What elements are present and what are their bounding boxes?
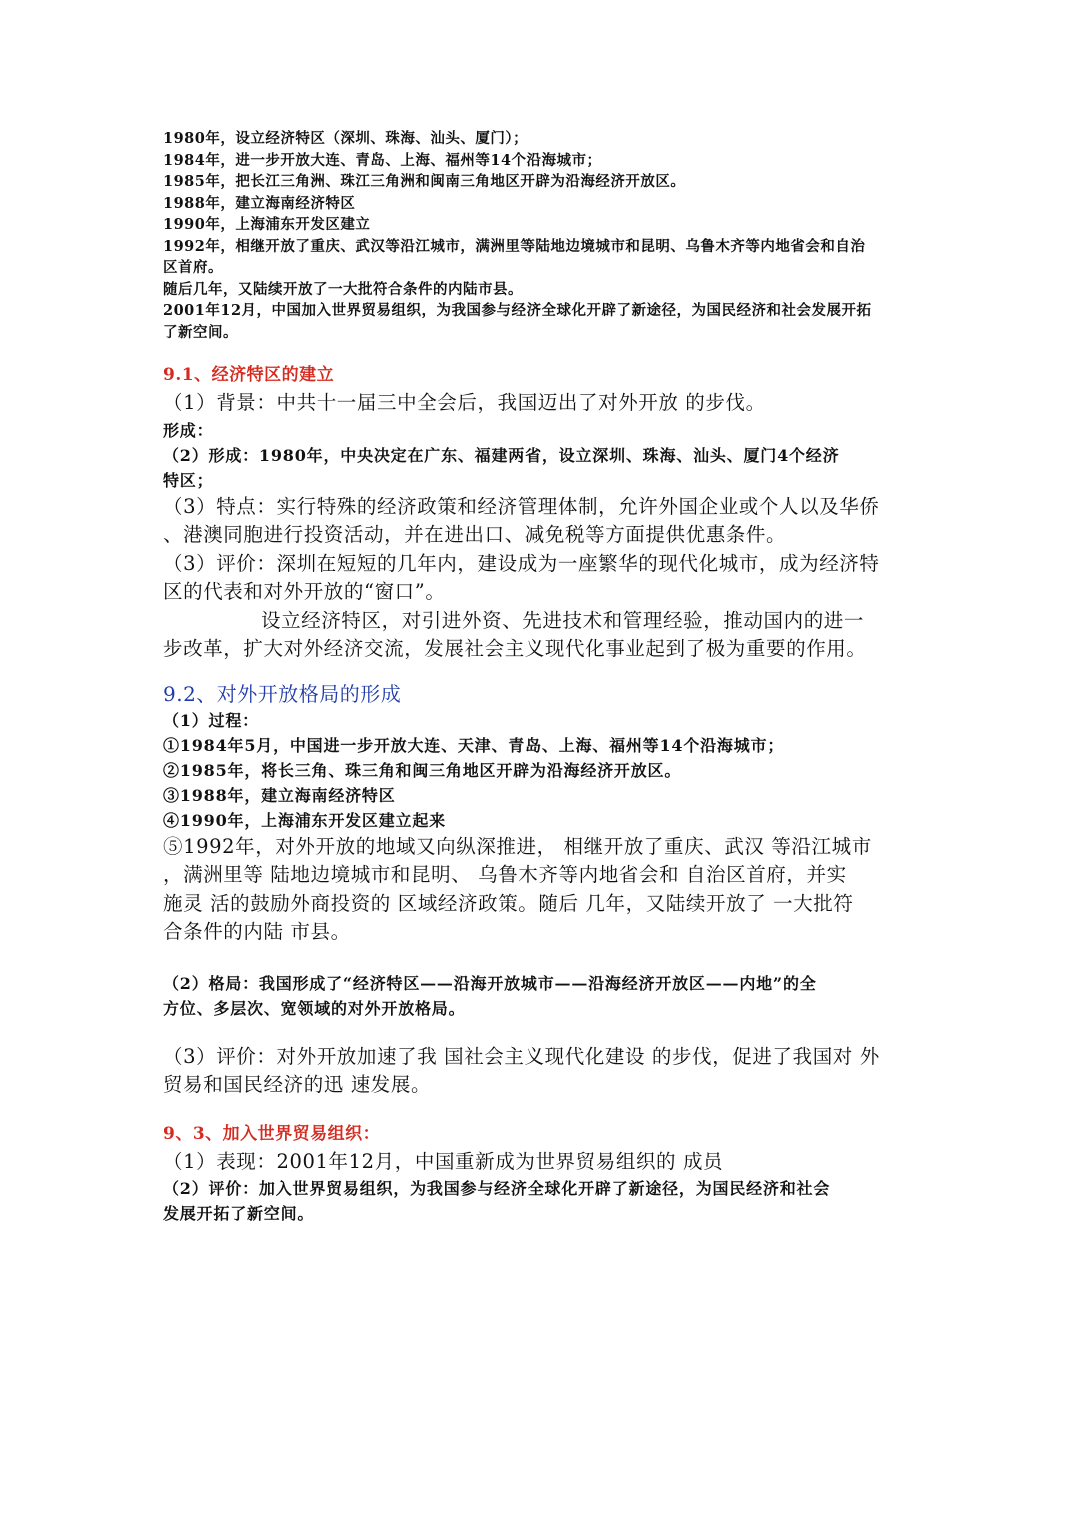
timeline-line: 1984年，进一步开放大连、青岛、上海、福州等14个沿海城市； [163,151,602,169]
features-text: （3）特点：实行特殊的经济政策和经济管理体制，允许外国企业或个人以及华侨 [163,494,880,518]
section-heading: 9、3、加入世界贸易组织： [163,1123,381,1144]
section-special-zones [163,361,923,664]
process-item: ②1985年，将长三角、珠三角和闽三角地区开辟为沿海经济开放区。 [163,760,682,780]
significance-text: 设立经济特区，对引进外资、先进技术和管理经验，推动国内的进一 [261,608,865,632]
section-wto [163,1120,923,1227]
evaluation-text: 发展开拓了新空间。 [163,1204,315,1223]
evaluation-text: （3）评价：对外开放加速了我 国社会主义现代化建设 的步伐，促进了我国对 外 [163,1044,880,1068]
formation-label: 形成： [163,420,214,440]
pattern-text: （2）格局：我国形成了“经济特区——沿海开放城市——沿海经济开放区——内地”的全 [163,973,817,993]
timeline-line: 1980年，设立经济特区（深圳、珠海、汕头、厦门）； [163,130,529,147]
evaluation-text: （3）评价：深圳在短短的几年内，建设成为一座繁华的现代化城市，成为经济特 [163,551,880,575]
timeline-line: 区首府。 [163,259,223,276]
timeline-line: 随后几年，又陆续开放了一大批符合条件的内陆市县。 [163,280,523,298]
process-item: ③1988年，建立海南经济特区 [163,785,396,805]
evaluation-text: 贸易和国民经济的迅 速发展。 [163,1073,432,1096]
section-heading: 9.2、对外开放格局的形成 [163,681,402,706]
document-page [163,128,923,1226]
formation-text: （2）形成：1980年，中央决定在广东、福建两省，设立深圳、珠海、汕头、厦门4个经济 [163,445,840,465]
process-item: ，满洲里等 陆地边境城市和昆明、 乌鲁木齐等内地省会和 自治区首府，并实 [163,863,847,886]
process-item: ①1984年5月，中国进一步开放大连、天津、青岛、上海、福州等14个沿海城市； [163,735,785,755]
timeline-line: 1990年，上海浦东开发区建立 [163,216,371,233]
timeline-block [163,128,923,343]
section-heading: 9.1、经济特区的建立 [163,365,335,385]
timeline-line: 1988年，建立海南经济特区 [163,194,356,212]
section-opening-pattern [163,680,923,1100]
timeline-line: 1985年，把长江三角洲、珠江三角洲和闽南三角地区开辟为沿海经济开放区。 [163,173,686,190]
timeline-line: 了新空间。 [163,323,238,341]
process-item: ⑤1992年，对外开放的地域又向纵深推进， 相继开放了重庆、武汉 等沿江城市 [163,834,872,858]
performance-text: （1）表现：2001年12月，中国重新成为世界贸易组织的 成员 [163,1149,724,1173]
features-text: 、港澳同胞进行投资活动，并在进出口、减免税等方面提供优惠条件。 [163,523,787,546]
evaluation-text: （2）评价：加入世界贸易组织，为我国参与经济全球化开辟了新途径，为国民经济和社会 [163,1179,831,1198]
evaluation-text: 区的代表和对外开放的“窗口”。 [163,580,446,603]
timeline-line: 1992年，相继开放了重庆、武汉等沿江城市，满洲里等陆地边境城市和昆明、乌鲁木齐等内地省会和自治 [163,237,866,255]
process-item: 合条件的内陆 市县。 [163,920,351,943]
background-text: （1）背景：中共十一届三中全会后，我国迈出了对外开放 的步伐。 [163,391,766,414]
timeline-line: 2001年12月，中国加入世界贸易组织，为我国参与经济全球化开辟了新途径，为国民经济和社会发展开拓 [163,302,872,319]
significance-text: 步改革，扩大对外经济交流，发展社会主义现代化事业起到了极为重要的作用。 [163,637,867,660]
pattern-text: 方位、多层次、宽领域的对外开放格局。 [163,998,466,1018]
process-item: 施灵 活的鼓励外商投资的 区域经济政策。随后 几年，又陆续开放了 一大批符 [163,891,854,915]
process-label: （1）过程： [163,710,259,730]
process-item: ④1990年，上海浦东开发区建立起来 [163,810,446,830]
formation-text: 特区； [163,470,214,490]
